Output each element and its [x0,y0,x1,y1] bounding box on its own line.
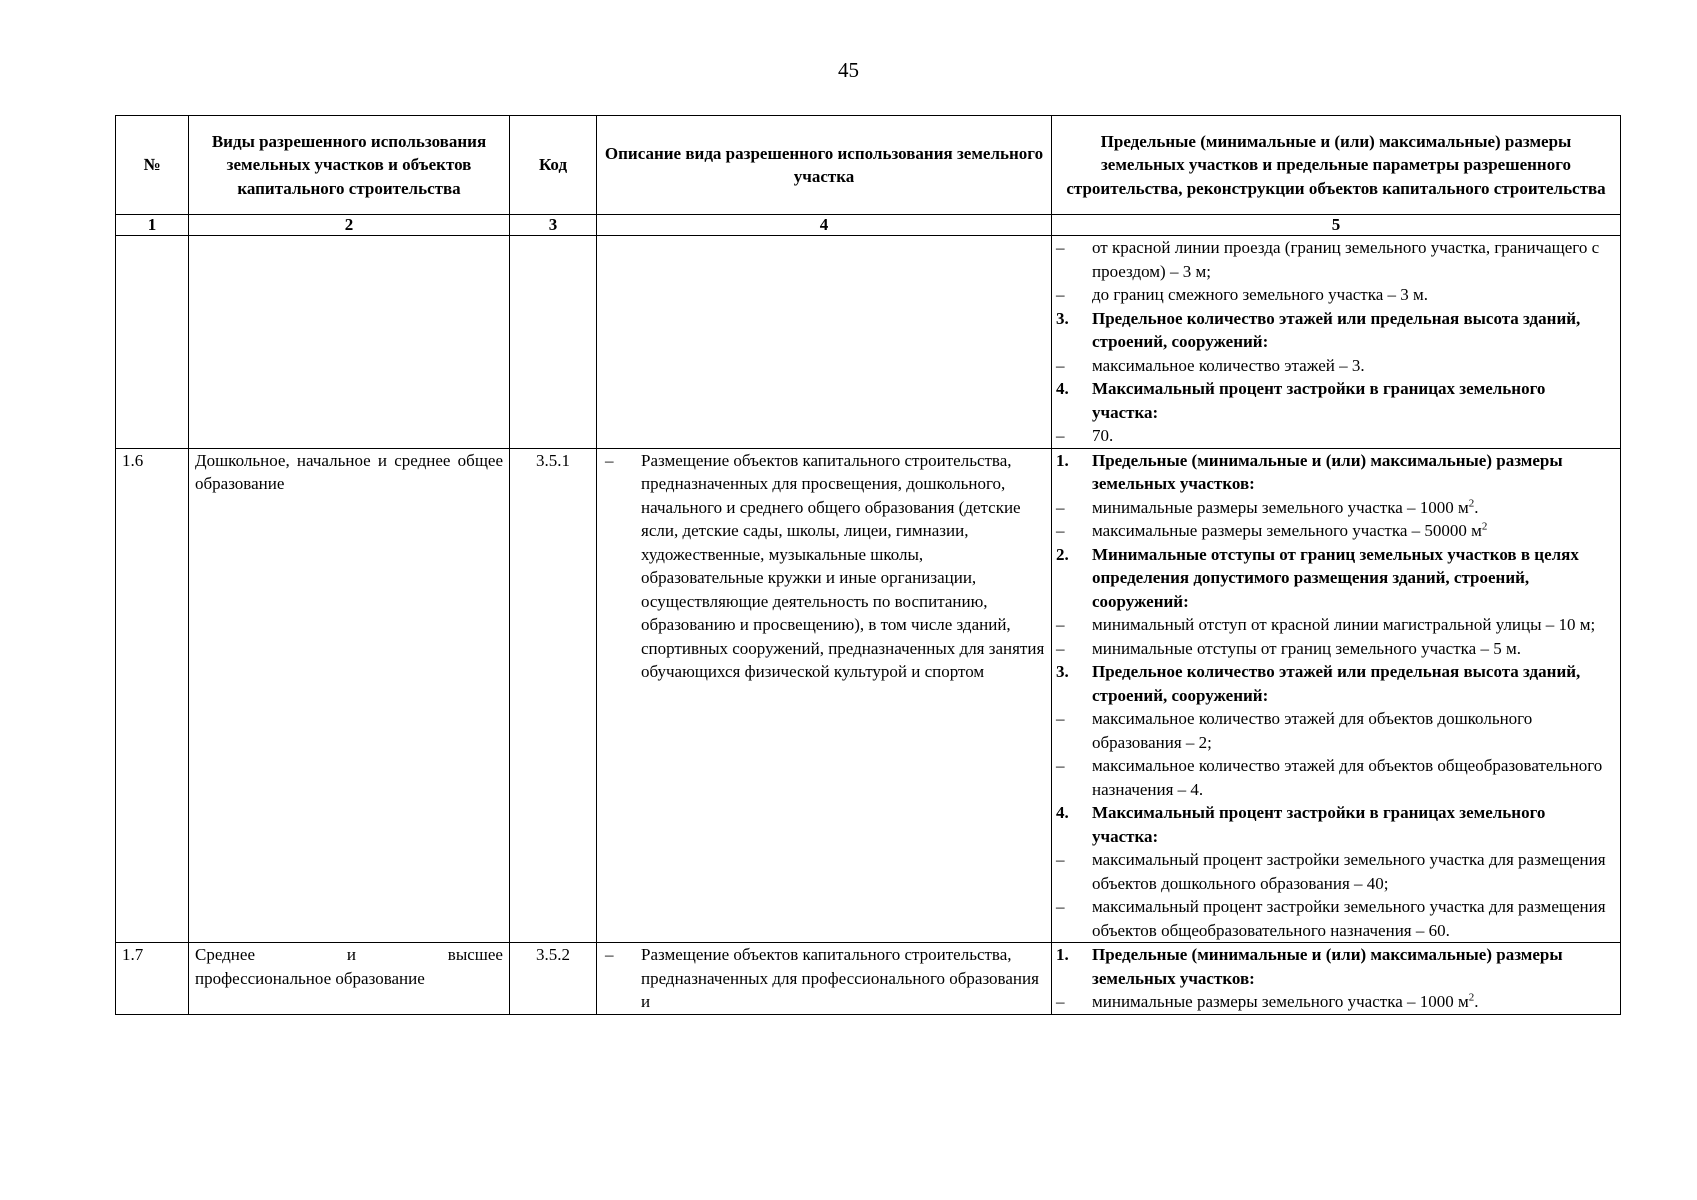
cell-kind: Дошкольное, начальное и среднее общее образование [189,448,510,943]
list-item: – максимальный процент застройки земельного участка для размещения объектов общеобразовательного назначения – 60. [1056,897,1606,940]
cell-kind [189,236,510,449]
cell-description [597,943,1052,1015]
page-number: 45 [838,58,859,82]
list-item: 3. Предельное количество этажей или предельная высота зданий, строений, сооружений: [1056,662,1581,705]
cell-code: 3.5.2 [510,943,597,1015]
list-item: – до границ смежного земельного участка – 3 м. [1056,285,1429,304]
column-number: 1 [116,215,189,236]
table-row [116,943,1621,1015]
limits-list [1056,943,1614,1014]
cell-code [510,236,597,449]
limits-list [1056,236,1614,448]
cell-code: 3.5.1 [510,448,597,943]
list-item: – минимальные размеры земельного участка – 1000 $м^2$. [1056,991,1479,1011]
list-item: – максимальное количество этажей – 3. [1056,355,1365,375]
column-number: 3 [510,215,597,236]
limits-list [1056,449,1614,943]
header-no: № [116,116,189,215]
list-item: – Размещение объектов капитального строительства, предназначенных для профессионального образования и [605,945,1039,1011]
cell-limits [1052,943,1621,1015]
cell-no: 1.7 [116,943,189,1015]
header-description: Описание вида разрешенного использования земельного участка [597,116,1052,215]
cell-no: 1.6 [116,448,189,943]
list-item: – максимальные размеры земельного участка – 50000 $м^2$ [1056,520,1488,540]
cell-description [597,448,1052,943]
table-row [116,448,1621,943]
description-list [603,449,1045,684]
list-item: 4. Максимальный процент застройки в границах земельного участка: [1056,379,1546,422]
list-item: – минимальные отступы от границ земельного участка – 5 м. [1056,638,1521,658]
column-number-row [116,215,1621,236]
table-header-row [116,116,1621,215]
list-item: – минимальный отступ от красной линии магистральной улицы – 10 м; [1056,615,1596,634]
list-item: 2. Минимальные отступы от границ земельных участков в целях определения допустимого размещения зданий, строений, сооружений: [1056,544,1579,611]
cell-limits [1052,236,1621,449]
land-use-table [115,115,1621,1015]
list-item: 1. Предельные (минимальные и (или) максимальные) размеры земельных участков: [1056,450,1563,493]
cell-kind: Среднее и высшее профессиональное образование [189,943,510,1015]
header-code: Код [510,116,597,215]
column-number: 4 [597,215,1052,236]
list-item: – 70. [1056,426,1114,445]
cell-no [116,236,189,449]
list-item: – максимальное количество этажей для объектов дошкольного образования – 2; [1056,709,1533,752]
list-item: – от красной линии проезда (границ земельного участка, граничащего с проездом) – 3 м; [1056,238,1600,281]
column-number: 5 [1052,215,1621,236]
list-item: – Размещение объектов капитального строительства, предназначенных для просвещения, дошкольного, начального и среднего общего образования (детские ясли, детские сады, школы, лицеи, гимназии, художественные, музыкальные школы, образовательные кружки и иные организации, осуществляющие деятельность по воспитанию, образованию и просвещению), в том числе зданий, спортивных сооружений, предназначенных для занятия обучающихся физической культурой и спортом [605,450,1045,681]
list-item: – максимальный процент застройки земельного участка для размещения объектов дошкольного образования – 40; [1056,850,1606,893]
description-list [603,943,1045,1014]
column-number: 2 [189,215,510,236]
list-item: 4. Максимальный процент застройки в границах земельного участка: [1056,803,1546,846]
table-row-continuation [116,236,1621,449]
list-item: 1. Предельные (минимальные и (или) максимальные) размеры земельных участков: [1056,945,1563,988]
list-item: – минимальные размеры земельного участка – 1000 $м^2$. [1056,496,1479,517]
header-kind: Виды разрешенного использования земельных участков и объектов капитального строительства [189,116,510,215]
cell-limits [1052,448,1621,943]
list-item: – максимальное количество этажей для объектов общеобразовательного назначения – 4. [1056,756,1603,799]
header-limits: Предельные (минимальные и (или) максимальные) размеры земельных участков и предельные параметры разрешенного строительства, реконструкции объектов капитального строительства [1052,116,1621,215]
list-item: 3. Предельное количество этажей или предельная высота зданий, строений, сооружений: [1056,308,1581,351]
cell-description [597,236,1052,449]
